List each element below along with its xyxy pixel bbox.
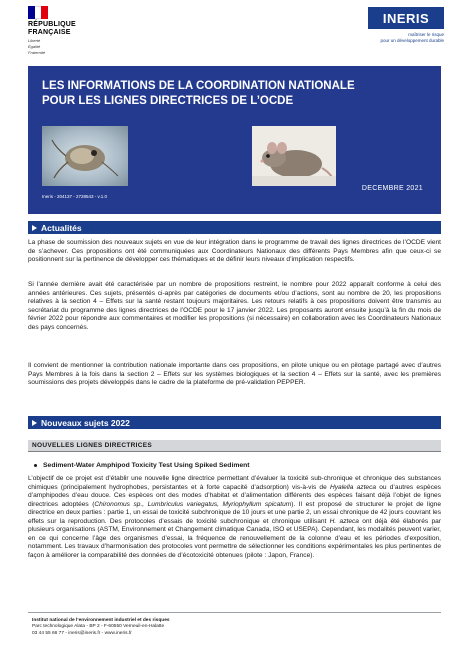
section-nouveaux-sujets-heading bbox=[28, 416, 441, 429]
motto-egalite: Égalité bbox=[28, 44, 41, 49]
ineris-tagline-1: maîtriser le risque bbox=[408, 32, 444, 37]
arrow-right-icon bbox=[32, 420, 37, 426]
body-text-c: ). Il est proposé de structurer le projet de ligne directrice en deux parties : partie 1, un essai de toxicité subchronique de 10 jours et une partie 2, un essai chronique de 42 jours couvrant les effets sur la reproduction. Des protocoles d’essais de toxicité subchronique et chronique utilisant bbox=[28, 500, 441, 525]
footer-divider bbox=[28, 612, 441, 613]
header bbox=[0, 0, 469, 66]
footer-address: Parc technologique Alata - BP 2 - F-60550 Verneuil-en-Halatte bbox=[32, 624, 165, 630]
republique-line1: RÉPUBLIQUE bbox=[28, 21, 76, 28]
republique-francaise-logo bbox=[28, 6, 108, 55]
species-hyalella: Hyalella azteca bbox=[329, 483, 377, 491]
ineris-tagline-2: pour un développement durable bbox=[380, 38, 444, 43]
title-banner bbox=[28, 66, 441, 214]
motto-liberte: Liberté bbox=[28, 38, 41, 43]
rat-photo bbox=[252, 126, 336, 186]
body-text-a: L’objectif de ce projet est d’établir une nouvelle ligne directrice permettant d’évaluer la toxicité sub-chronique et chronique des substances chimiques (principalement hydrophobes, persistantes et à forte capacité d’adsorption) vis-à-vis de bbox=[28, 475, 441, 491]
body-text-b: ou d’autres espèces d’amphipodes d’eau douce. Ces espèces ont des modes d’habitat et d’alimentation différents des espèces faisant déjà l’objet de lignes directrices adoptées ( bbox=[28, 483, 441, 508]
ineris-logo bbox=[368, 7, 444, 51]
bullet-item bbox=[34, 462, 250, 469]
banner-title-line2: POUR LES LIGNES DIRECTRICES DE L’OCDE bbox=[42, 95, 294, 107]
actualites-paragraph-3: Il convient de mentionner la contribution nationale importante dans ces propositions, en pilote unique ou en pilotage partagé avec d’autres Pays Membres à la fois dans la section 2 – Effets sur les systèmes biologiques et la section 4 – Effets sur la santé, avec les premières soumissions des projets développés dans le cadre de la plateforme de pré-validation PEPPER. bbox=[28, 362, 441, 386]
bullet-title: Sediment-Water Amphipod Toxicity Test Using Spiked Sediment bbox=[43, 462, 250, 469]
document-reference: Ineris - 204137 - 2728543 - v.1.0 bbox=[42, 194, 107, 199]
bullet-icon bbox=[34, 464, 37, 467]
amphipod-test-description bbox=[28, 475, 441, 560]
actualites-paragraph-2: Si l’année dernière avait été caractérisée par un nombre de propositions restreint, le nombre pour 2022 apparaît conforme à celui des années antérieures. Ces sujets, présentés ci-après par catégories de documents et/ou d’actions, sont au nombre de 20, les propositions relatives à la section 4 – Effets sur la santé restant toujours majoritaires. Les retours relatifs à ces propositions doivent être transmis au secrétariat du programme des lignes directrices de l’OCDE pour le 17 janvier 2022. Les proposants auront ensuite jusqu’à la fin du mois de février 2022 pour répondre aux commentaires et modifier les propositions (si nécessaire) en collaboration avec les Coordinateurs Nationaux des pays concernés. bbox=[28, 281, 441, 331]
amphipod-image-icon bbox=[42, 126, 128, 186]
amphipod-photo bbox=[42, 126, 128, 186]
rat-image-icon bbox=[252, 126, 336, 186]
flag-icon bbox=[28, 6, 48, 19]
footer bbox=[32, 618, 170, 637]
publication-date: DECEMBRE 2021 bbox=[361, 185, 423, 192]
species-h-azteca: H. azteca bbox=[329, 517, 359, 525]
footer-contact: 03 44 55 66 77 - ineris@ineris.fr - www.ineris.fr bbox=[32, 630, 132, 636]
subheading-divider bbox=[28, 451, 441, 452]
motto-fraternite: Fraternité bbox=[28, 50, 46, 55]
banner-title-line1: LES INFORMATIONS DE LA COORDINATION NATIONALE bbox=[42, 80, 355, 92]
species-list: Chironomus sp., Lumbriculus variegatus, Myriophyllum spicatum bbox=[94, 500, 292, 508]
section-actualites-heading bbox=[28, 221, 441, 234]
arrow-right-icon bbox=[32, 225, 37, 231]
republique-line2: FRANÇAISE bbox=[28, 29, 71, 36]
section-actualites-title: Actualités bbox=[41, 222, 82, 233]
actualites-paragraph-1: La phase de soumission des nouveaux sujets en vue de leur intégration dans le programme de travail des lignes directrices de l’OCDE vient de s’achever. Ces propositions ont été communiquées aux Coordinateurs Nationaux des différents Pays Membres afin que ceux-ci se positionnent sur la pertinence de développer ces thématiques et de définir leurs niveaux d’implication respectifs. bbox=[28, 239, 441, 263]
banner-title bbox=[42, 79, 402, 109]
footer-institute: Institut national de l’environnement industriel et des risques bbox=[32, 618, 170, 623]
subheading-nouvelles-lignes: NOUVELLES LIGNES DIRECTRICES bbox=[28, 440, 441, 451]
section-nouveaux-sujets-title: Nouveaux sujets 2022 bbox=[41, 417, 130, 428]
ineris-wordmark: INERIS bbox=[368, 7, 444, 29]
ineris-tagline bbox=[368, 32, 444, 44]
body-text-d: ont déjà été élaborés par plusieurs organisations (ASTM, Environnement et Changement climatique Canada, ISO et USEPA). Cependant, les modalités peuvent varier, en ce qui concerne l’âge des organismes d’essai, la fréquence de renouvellement de la colonne d’eau et les périodes d’exposition, notamment. Les travaux d’harmonisation des protocoles vont permettre de sélectionner les conditions expérimentales les plus pertinentes de façon à améliorer la comparabilité des données de d’écotoxicité obtenues (pilote : Japon, France). bbox=[28, 517, 441, 559]
